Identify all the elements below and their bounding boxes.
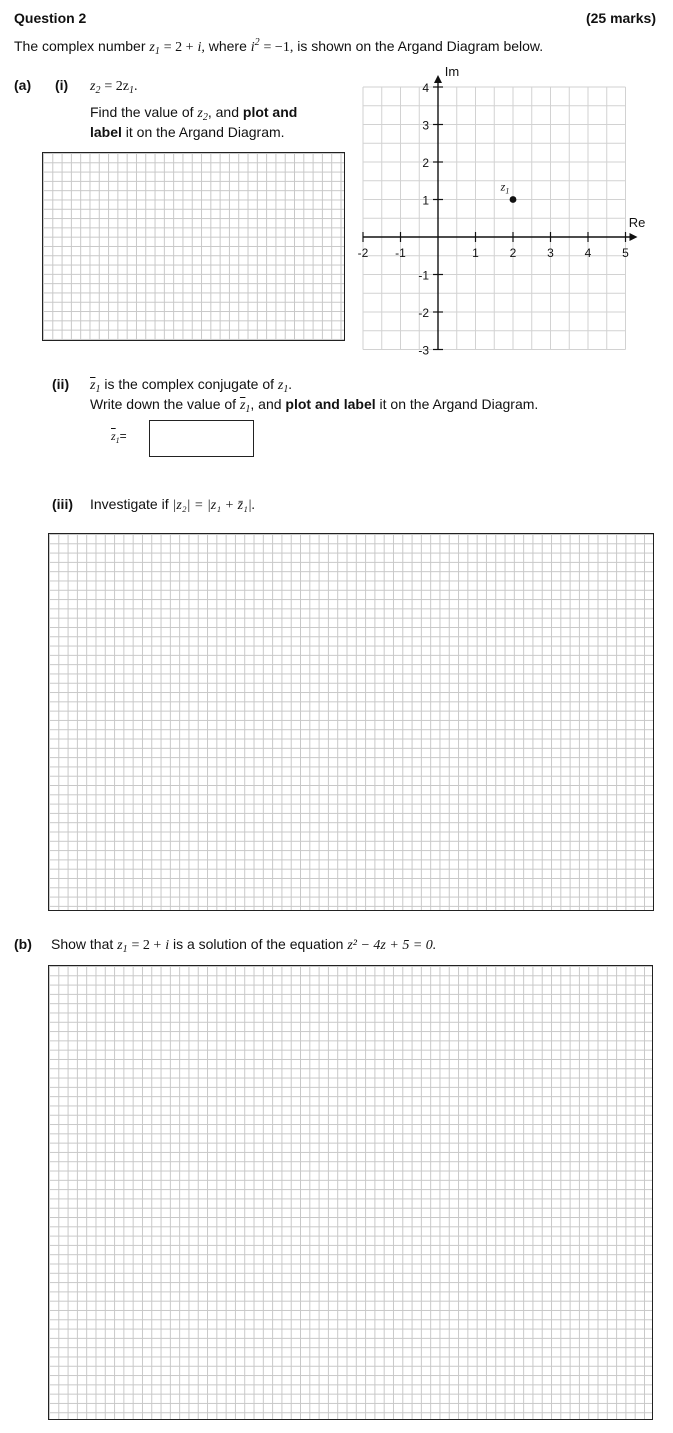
axis-label-im: Im [444, 64, 460, 79]
part-a-i-instruction-line2: label it on the Argand Diagram. [90, 124, 285, 140]
point-z1-label: $z_1$ [500, 179, 510, 196]
x-tick-label: 1 [472, 246, 479, 260]
y-tick-label: 2 [422, 156, 429, 170]
y-tick-label: 1 [422, 193, 429, 208]
argand-diagram[interactable] [355, 62, 655, 362]
im-axis-arrow [434, 75, 442, 83]
y-tick-label: -1 [418, 268, 429, 283]
point-z1 [510, 196, 517, 203]
part-a-label: (a) [14, 77, 32, 93]
y-tick-label: -2 [418, 306, 429, 320]
part-a-iii-label: (iii) [52, 496, 73, 512]
part-a-ii-line2: Write down the value of $\overline{z}_1$, and plot and label it on the Argand Diagram. [90, 396, 539, 415]
argand-grid [363, 87, 626, 350]
intro-text: The complex number $z_1 = 2 + i$, where $i^2 = -1$, is shown on the Argand Diagram below. [14, 37, 544, 57]
marks-label: (25 marks) [585, 10, 656, 26]
x-tick-label: -2 [357, 246, 369, 260]
x-tick-label: 2 [509, 246, 517, 260]
answer-grid-a-i[interactable] [42, 152, 345, 341]
part-a-i-instruction-line1: Find the value of $z_2$, and plot and [90, 104, 298, 123]
axis-label-re: Re [628, 215, 646, 230]
part-a-i-equation: $z_2 = 2z_1$. [90, 79, 138, 96]
x-tick-label: 5 [622, 246, 629, 260]
answer-grid-b[interactable] [48, 965, 653, 1420]
y-tick-label: 4 [422, 81, 429, 95]
part-a-i-label: (i) [55, 77, 69, 93]
part-b-text: Show that $z_1 = 2 + i$ is a solution of the equation z² − 4z + 5 = 0. [51, 936, 437, 955]
y-tick-label: 3 [422, 118, 429, 133]
z1-bar-answer-label: $\overline{z}_1=$ [111, 429, 127, 445]
part-b-label: (b) [14, 936, 32, 952]
y-tick-label: -3 [418, 343, 429, 358]
z1-bar-answer-box[interactable] [149, 420, 254, 457]
argand-axes [363, 75, 638, 350]
x-tick-label: 3 [547, 246, 554, 260]
x-tick-label: 4 [584, 246, 592, 260]
part-a-iii-text: Investigate if |z₂| = |z₁ + z̄₁|. [90, 496, 256, 513]
re-axis-arrow [630, 233, 638, 241]
part-a-ii-line1: $\overline{z}_1$ is the complex conjugate of $z_1$. [90, 376, 292, 395]
answer-grid-a-iii[interactable] [48, 533, 654, 911]
part-a-ii-label: (ii) [52, 376, 70, 392]
question-title: Question 2 [14, 10, 87, 26]
x-tick-label: -1 [395, 246, 406, 260]
